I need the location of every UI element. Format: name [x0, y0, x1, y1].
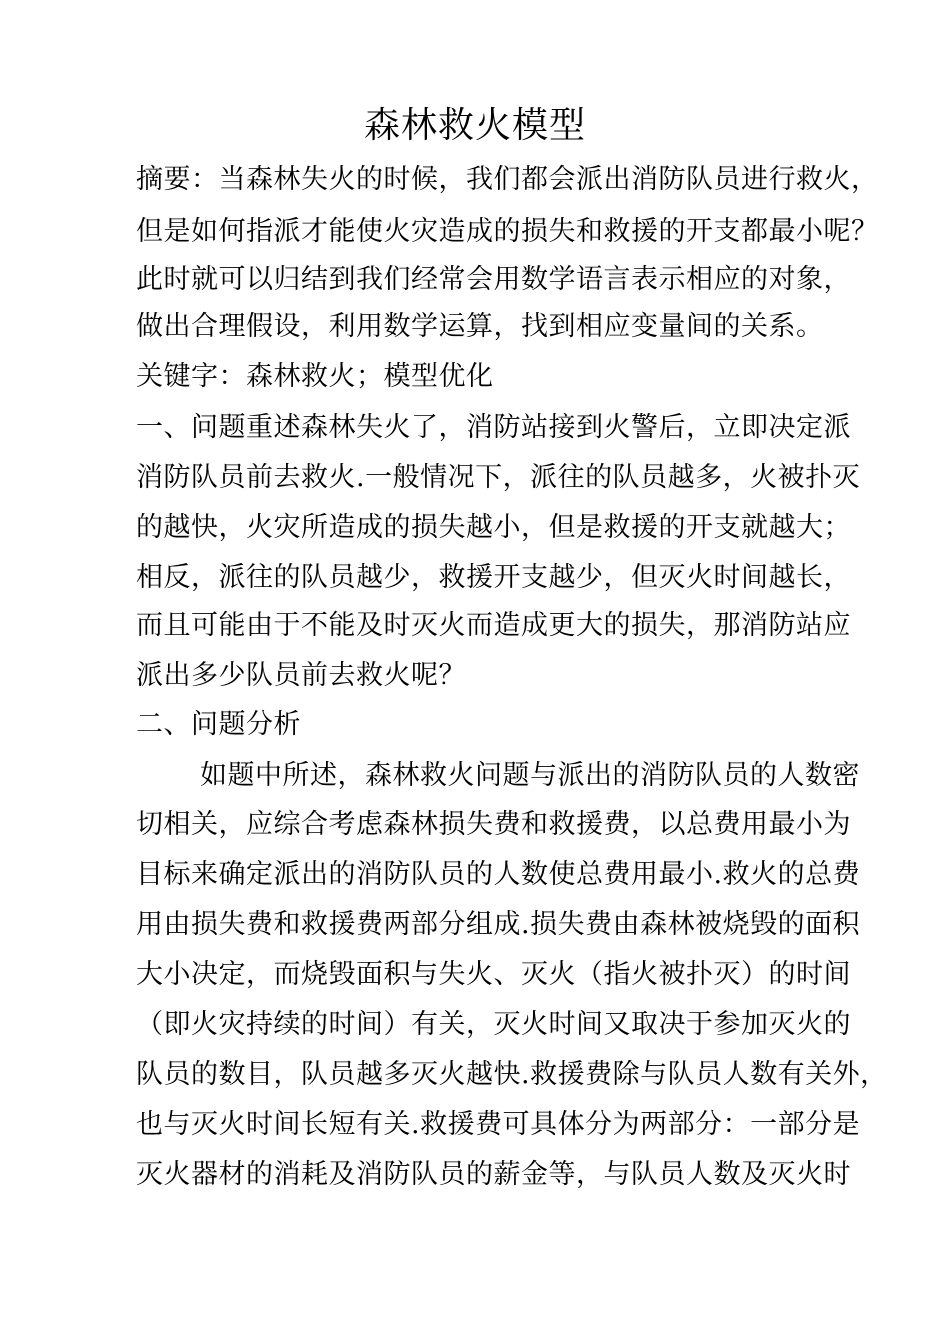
- section-1-line-4: 相反，派往的队员越少，救援开支越少，但灭火时间越长，: [136, 562, 851, 593]
- abstract-line-1: 摘要：当森林失火的时候，我们都会派出消防队员进行救火，: [136, 164, 879, 195]
- section-2-heading: 二、问题分析: [136, 709, 301, 740]
- section-1-line-3: 的越快，火灾所造成的损失越小，但是救援的开支就越大；: [136, 512, 851, 543]
- section-2-line-8: 也与灭火时间长短有关.救援费可具体分为两部分：一部分是: [136, 1109, 861, 1140]
- section-2-line-3: 目标来确定派出的消防队员的人数使总费用最小.救火的总费: [136, 859, 861, 890]
- section-2-line-4: 用由损失费和救援费两部分组成.损失费由森林被烧毁的面积: [136, 909, 861, 940]
- section-1-line-5: 而且可能由于不能及时灭火而造成更大的损失，那消防站应: [136, 610, 851, 641]
- section-2-line-1: 如题中所述，森林救火问题与派出的消防队员的人数密: [200, 760, 860, 791]
- document-title: 森林救火模型: [363, 105, 586, 146]
- section-2-line-9: 灭火器材的消耗及消防队员的薪金等，与队员人数及灭火时: [136, 1159, 851, 1190]
- section-1-line-2: 消防队员前去救火.一般情况下，派往的队员越多，火被扑灭: [136, 462, 861, 493]
- section-2-line-5: 大小决定，而烧毁面积与失火、灭火（指火被扑灭）的时间: [136, 959, 851, 990]
- abstract-line-2: 但是如何指派才能使火灾造成的损失和救援的开支都最小呢？: [136, 216, 879, 247]
- section-1-line-6: 派出多少队员前去救火呢？: [136, 660, 466, 691]
- abstract-line-4: 做出合理假设，利用数学运算，找到相应变量间的关系。: [136, 311, 824, 342]
- keywords-line: 关键字：森林救火；模型优化: [136, 361, 494, 392]
- section-2-line-2: 切相关，应综合考虑森林损失费和救援费，以总费用最小为: [136, 809, 851, 840]
- section-2-line-6: （即火灾持续的时间）有关，灭火时间又取决于参加灭火的: [136, 1009, 851, 1040]
- abstract-line-3: 此时就可以归结到我们经常会用数学语言表示相应的对象，: [136, 264, 851, 295]
- section-2-line-7: 队员的数目，队员越多灭火越快.救援费除与队员人数有关外，: [136, 1059, 888, 1090]
- section-1-line-1: 一、问题重述森林失火了，消防站接到火警后，立即决定派: [136, 412, 851, 443]
